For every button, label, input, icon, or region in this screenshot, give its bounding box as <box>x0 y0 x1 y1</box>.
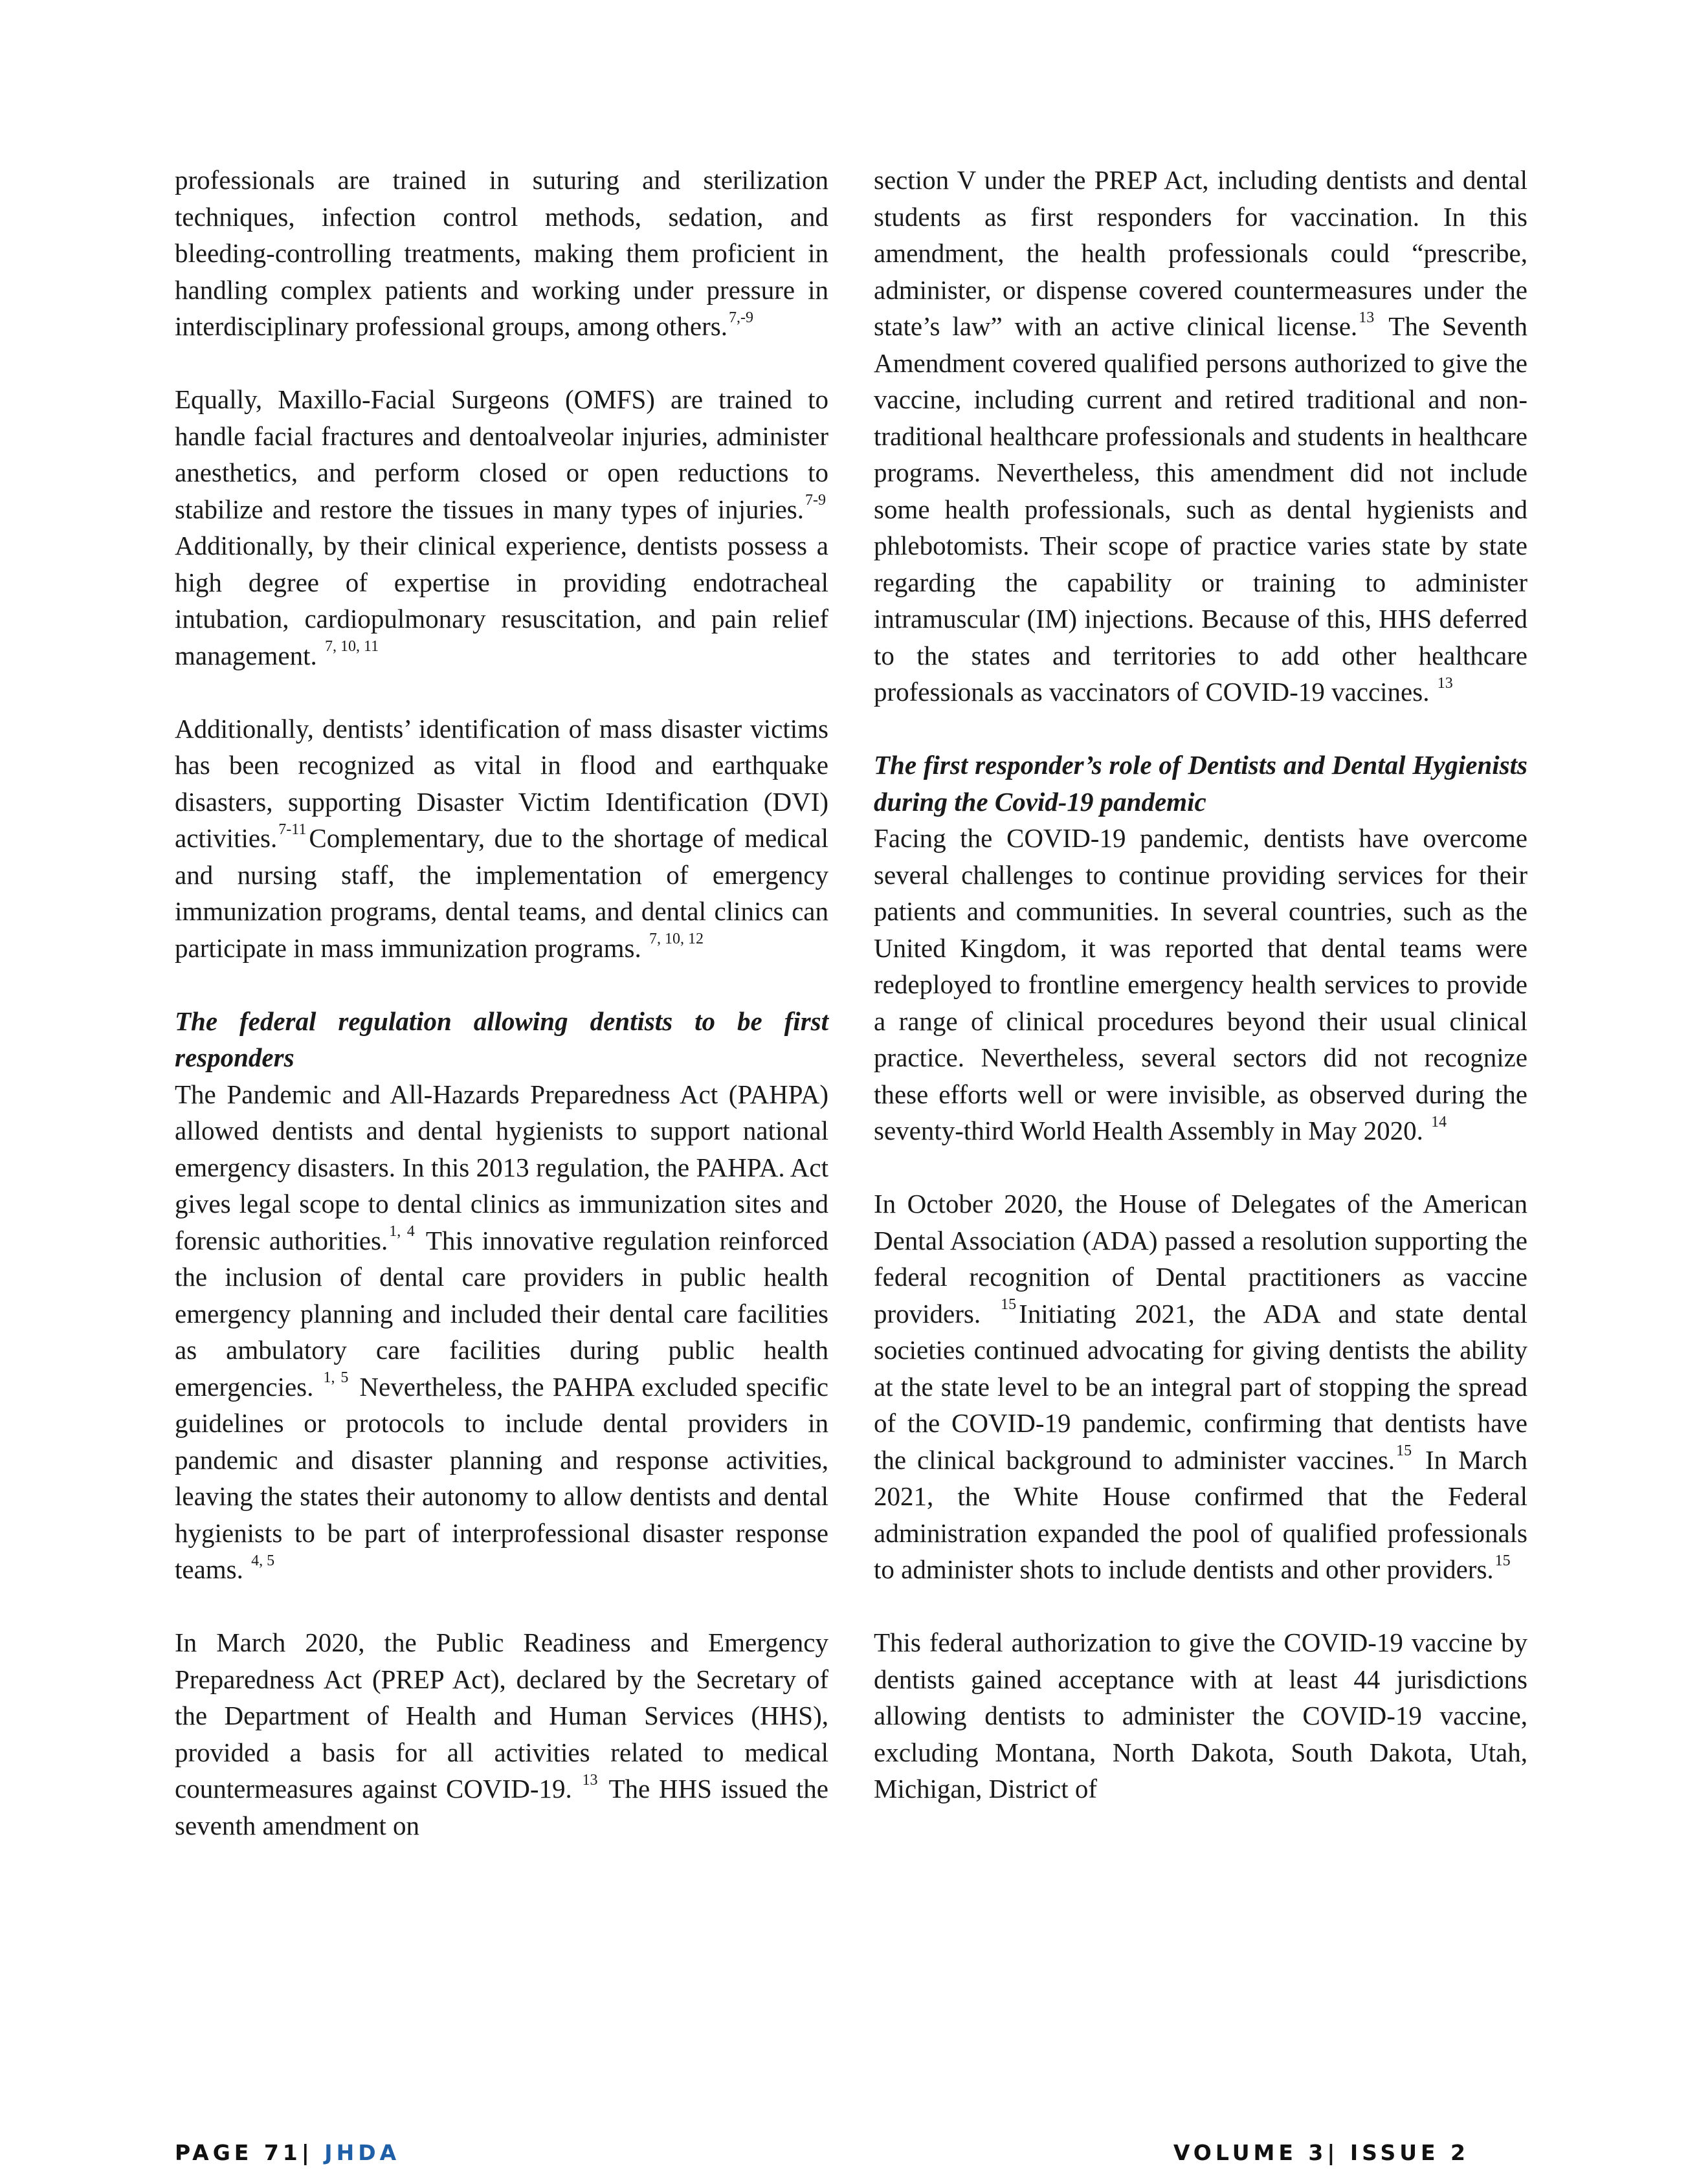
paragraph-text: Additionally, by their clinical experience, dentists possess a high degree of expertise in providing endotracheal intubation, cardiopulmonary resuscitation, and pain relief management. <box>175 531 828 670</box>
citation-ref: 1, 5 <box>323 1369 349 1387</box>
paragraph-text: Facing the COVID-19 pandemic, dentists have overcome several challenges to continue providing services for their patients and communities. In several countries, such as the United Kingdom, it was reported that dental teams were redeployed to frontline emergency health services to provide a range of clinical procedures beyond their usual clinical practice. Nevertheless, several sectors did not recognize these efforts well or were invisible, as observed during the seventy-third World Health Assembly in May 2020. <box>874 823 1527 1145</box>
paragraph-omfs <box>175 381 828 674</box>
citation-ref: 13 <box>1359 309 1375 326</box>
citation-ref: 4, 5 <box>251 1552 275 1569</box>
paragraph-text: section V under the PREP Act, including dentists and dental students as first responders for vaccination. In this amendment, the health professionals could “prescribe, administer, or dispense covered countermeasures under the state’s law” with an active clinical license. <box>874 165 1527 341</box>
paragraph-prep-act <box>175 1624 828 1844</box>
paragraph-text: This federal authorization to give the COVID-19 vaccine by dentists gained acceptance with at least 44 jurisdictions allowing dentists to administer the COVID-19 vaccine, excluding Montana, North Dakota, South Dakota, Utah, Michigan, District of <box>874 1627 1527 1803</box>
citation-ref: 1, 4 <box>389 1223 415 1241</box>
paragraph-text: Initiating 2021, the ADA and state dental societies continued advocating for giving dentists the ability at the state level to be an integral part of stopping the spread of the COVID-19 pandemic, confirming that dentists have the clinical background to administer vaccines. <box>874 1298 1527 1475</box>
paragraph-seventh-amendment <box>874 162 1527 711</box>
paragraph-pahpa <box>175 1076 828 1588</box>
citation-ref: 15 <box>1001 1296 1017 1314</box>
paragraph-covid-challenges <box>874 820 1527 1149</box>
citation-ref: 15 <box>1494 1552 1511 1569</box>
citation-ref: 7, 10, 11 <box>324 638 379 656</box>
paragraph-text: In October 2020, the House of Delegates of the American Dental Association (ADA) passed a resolution supporting the federal recognition of Dental practitioners as vaccine providers. <box>874 1189 1527 1329</box>
paragraph-text: The HHS issued the seventh amendment on <box>175 1774 829 1840</box>
paragraph-text: This innovative regulation reinforced the inclusion of dental care providers in public health emergency planning and included their dental care facilities as ambulatory care facilities during public health emergencies. <box>175 1225 828 1402</box>
paragraph-text: In March 2020, the Public Readiness and Emergency Preparedness Act (PREP Act), declared by the Secretary of the Department of Health and Human Services (HHS), provided a basis for all activities related to medical countermeasures against COVID-19. <box>175 1627 828 1803</box>
citation-ref: 13 <box>582 1771 598 1789</box>
paragraph-text: The Seventh Amendment covered qualified persons authorized to give the vaccine, including current and retired traditional and non-traditional healthcare professionals and students in healthcare programs. Nevertheless, this amendment did not include some health professionals, such as dental hygienists and phlebotomists. Their scope of practice varies state by state regarding the capability or training to administer intramuscular (IM) injections. Because of this, HHS deferred to the states and territories to add other healthcare professionals as vaccinators of COVID-19 vaccines. <box>874 311 1527 707</box>
paragraph-text: Additionally, dentists’ identification of mass disaster victims has been recognized as vital in flood and earthquake disasters, supporting Disaster Victim Identification (DVI) activities. <box>175 713 828 853</box>
paragraph-text: The Pandemic and All-Hazards Preparedness Act (PAHPA) allowed dentists and dental hygienists to support national emergency disasters. In this 2013 regulation, the PAHPA. Act gives legal scope to dental clinics as immunization sites and forensic authorities. <box>175 1079 828 1255</box>
section-heading-federal-regulation: The federal regulation allowing dentists to be first responders <box>175 1006 828 1072</box>
section-heading-first-responder-role: The first responder’s role of Dentists and Dental Hygienists during the Covid-19 pandemic <box>874 750 1527 817</box>
paragraph-text: In March 2021, the White House confirmed that the Federal administration expanded the pool of qualified professionals to administer shots to include dentists and other providers. <box>874 1444 1527 1584</box>
paragraph-training <box>175 162 828 345</box>
citation-ref: 7-9 <box>805 492 826 509</box>
paragraph-text: Complementary, due to the shortage of medical and nursing staff, the implementation of emergency immunization programs, dental teams, and dental clinics can participate in mass immunization programs. <box>175 823 828 963</box>
citation-ref: 7, 10, 12 <box>649 931 704 948</box>
citation-ref: 14 <box>1431 1113 1447 1131</box>
paragraph-text: Equally, Maxillo-Facial Surgeons (OMFS) are trained to handle facial fractures and dentoalveolar injuries, administer anesthetics, and perform closed or open reductions to stabilize and restore the tissues in many types of injuries. <box>175 384 828 524</box>
citation-ref: 7-11 <box>278 821 307 838</box>
left-column <box>175 162 828 1844</box>
paragraph-ada-resolution <box>874 1186 1527 1588</box>
citation-ref: 15 <box>1396 1442 1412 1460</box>
citation-ref: 13 <box>1437 674 1453 692</box>
paragraph-federal-authorization <box>874 1624 1527 1807</box>
paragraph-text: professionals are trained in suturing and sterilization techniques, infection control methods, sedation, and bleeding-controlling treatments, making them proficient in handling complex patients and working under pressure in interdisciplinary professional groups, among others. <box>175 165 828 341</box>
paragraph-text: Nevertheless, the PAHPA excluded specific guidelines or protocols to include dental providers in pandemic and disaster planning and response activities, leaving the states their autonomy to allow dentists and dental hygienists to be part of interprofessional disaster response teams. <box>175 1371 828 1584</box>
page-label: PAGE 71| <box>175 2140 313 2165</box>
journal-name: JHDA <box>324 2140 401 2165</box>
citation-ref: 7,-9 <box>729 309 753 326</box>
footer-volume-issue: VOLUME 3| ISSUE 2 <box>1173 2140 1469 2165</box>
footer-page-number <box>175 2140 400 2165</box>
right-column <box>874 162 1527 1807</box>
paragraph-dvi <box>175 711 828 967</box>
